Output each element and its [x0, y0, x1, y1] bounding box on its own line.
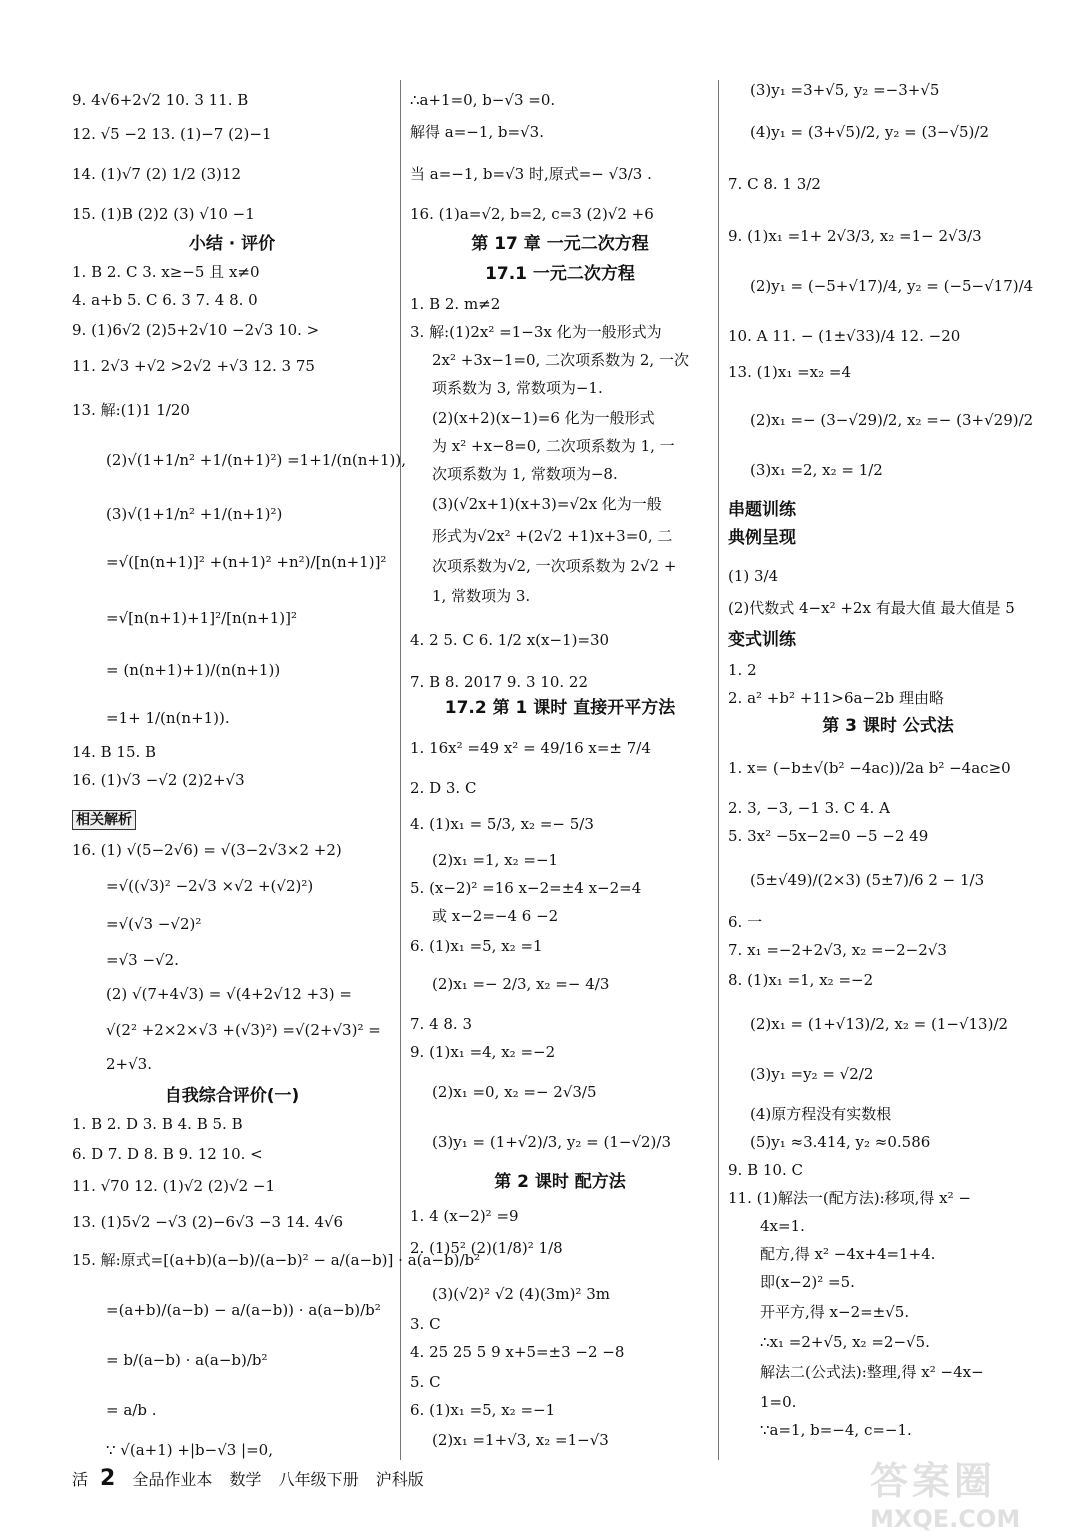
answer-line: 1. B 2. D 3. B 4. B 5. B	[72, 1115, 243, 1133]
answer-line: 形式为√2x² +(2√2 +1)x+3=0, 二	[432, 527, 673, 545]
answer-line: 9. (1)x₁ =4, x₂ =−2	[410, 1043, 556, 1061]
answer-line: 1. x= (−b±√(b² −4ac))/2a b² −4ac≥0	[728, 759, 1011, 777]
answer-line: (2)x₁ =− (3−√29)/2, x₂ =− (3+√29)/2	[750, 411, 1034, 429]
answer-line: √(2² +2×2×√3 +(√3)²) =√(2+√3)² =	[106, 1021, 381, 1039]
answer-line: (3)√(1+1/n² +1/(n+1)²)	[106, 505, 283, 523]
answer-line: (1) 3/4	[728, 567, 779, 585]
answer-line: (3)y₁ =3+√5, y₂ =−3+√5	[750, 81, 940, 99]
answer-line: 1. 4 (x−2)² =9	[410, 1207, 519, 1225]
answer-line: 16. (1)√3 −√2 (2)2+√3	[72, 771, 245, 789]
section-heading: 小结 · 评价	[188, 234, 276, 254]
answer-line: =(a+b)/(a−b) − a/(a−b)) · a(a−b)/b²	[106, 1301, 381, 1319]
answer-line: =√((√3)² −2√3 ×√2 +(√2)²)	[106, 877, 314, 895]
edition-label: 沪科版	[375, 1470, 424, 1489]
answer-line: 15. (1)B (2)2 (3) √10 −1	[72, 205, 255, 223]
answer-line: (2)(x+2)(x−1)=6 化为一般形式	[432, 409, 655, 427]
answer-line: =√[n(n+1)+1]²/[n(n+1)]²	[106, 609, 298, 627]
answer-line: 9. (1)6√2 (2)5+2√10 −2√3 10. >	[72, 321, 320, 339]
answer-line: 当 a=−1, b=√3 时,原式=− √3/3 .	[410, 165, 652, 183]
answer-line: (3)x₁ =2, x₂ = 1/2	[750, 461, 883, 479]
answer-line: 6. (1)x₁ =5, x₂ =1	[410, 937, 543, 955]
answer-line: (4)y₁ = (3+√5)/2, y₂ = (3−√5)/2	[750, 123, 989, 141]
section-heading: 第 2 课时 配方法	[494, 1172, 626, 1192]
answer-line: 6. (1)x₁ =5, x₂ =−1	[410, 1401, 556, 1419]
answer-line: 5. 3x² −5x−2=0 −5 −2 49	[728, 827, 929, 845]
answer-line: 11. (1)解法一(配方法):移项,得 x² −	[728, 1189, 971, 1207]
section-heading: 第 17 章 一元二次方程	[471, 234, 649, 254]
answer-line: 1. B 2. C 3. x≥−5 且 x≠0	[72, 263, 260, 281]
watermark-text: 答案圈	[870, 1459, 997, 1503]
section-heading: 17.1 一元二次方程	[485, 264, 635, 284]
answer-line: =√(√3 −√2)²	[106, 915, 202, 933]
answer-line: 9. B 10. C	[728, 1161, 803, 1179]
section-heading: 自我综合评价(一)	[164, 1086, 300, 1106]
answer-line: 16. (1) √(5−2√6) = √(3−2√3×2 +2)	[72, 841, 342, 859]
answer-line: 6. 一	[728, 913, 763, 931]
footer-tag: 活	[72, 1470, 89, 1489]
answer-line: 4. 25 25 5 9 x+5=±3 −2 −8	[410, 1343, 625, 1361]
answer-line: 13. (1)5√2 −√3 (2)−6√3 −3 14. 4√6	[72, 1213, 344, 1231]
answer-line: 1, 常数项为 3.	[432, 587, 531, 605]
section-heading: 变式训练	[728, 630, 796, 650]
answer-line: (3)y₁ =y₂ = √2/2	[750, 1065, 874, 1083]
answer-line: 11. 2√3 +√2 >2√2 +√3 12. 3 75	[72, 357, 315, 375]
answer-line: 4. 2 5. C 6. 1/2 x(x−1)=30	[410, 631, 610, 649]
answer-line: 7. x₁ =−2+2√3, x₂ =−2−2√3	[728, 941, 947, 959]
answer-line: 1=0.	[760, 1393, 797, 1411]
answer-line: 7. 4 8. 3	[410, 1015, 473, 1033]
answer-line: ∵ √(a+1) +|b−√3 |=0,	[106, 1441, 273, 1459]
answer-line: 7. B 8. 2017 9. 3 10. 22	[410, 673, 588, 691]
answer-line: =1+ 1/(n(n+1)).	[106, 709, 230, 727]
answer-line: = b/(a−b) · a(a−b)/b²	[106, 1351, 268, 1369]
answer-line: (2) √(7+4√3) = √(4+2√12 +3) =	[106, 985, 352, 1003]
answer-line: 14. (1)√7 (2) 1/2 (3)12	[72, 165, 241, 183]
answer-line: 次项系数为 1, 常数项为−8.	[432, 465, 618, 483]
watermark-url: MXQE.COM	[870, 1505, 1021, 1533]
answer-line: 15. 解:原式=[(a+b)(a−b)/(a−b)² − a/(a−b)] · a(a−b)/b²	[72, 1251, 481, 1269]
answer-line: 项系数为 3, 常数项为−1.	[432, 379, 603, 397]
answer-line: =√([n(n+1)]² +(n+1)² +n²)/[n(n+1)]²	[106, 553, 387, 571]
answer-line: (4)原方程没有实数根	[750, 1105, 892, 1123]
answer-line: 次项系数为√2, 一次项系数为 2√2 +	[432, 557, 677, 575]
answer-line: 或 x−2=−4 6 −2	[432, 907, 559, 925]
section-heading: 典例呈现	[728, 528, 796, 548]
answer-line: (5±√49)/(2×3) (5±7)/6 2 − 1/3	[750, 871, 985, 889]
answer-line: 2. D 3. C	[410, 779, 477, 797]
answer-line: ∵a=1, b=−4, c=−1.	[760, 1421, 912, 1439]
page-number: 2	[100, 1466, 116, 1491]
answer-line: 4. (1)x₁ = 5/3, x₂ =− 5/3	[410, 815, 594, 833]
answer-line: (2)代数式 4−x² +2x 有最大值 最大值是 5	[728, 599, 1015, 617]
answer-line: (2)x₁ =0, x₂ =− 2√3/5	[432, 1083, 597, 1101]
answer-line: 8. (1)x₁ =1, x₂ =−2	[728, 971, 874, 989]
answer-line: 2+√3.	[106, 1055, 152, 1073]
answer-line: 7. C 8. 1 3/2	[728, 175, 821, 193]
answer-line: 6. D 7. D 8. B 9. 12 10. <	[72, 1145, 263, 1163]
subject-label: 数学	[229, 1470, 262, 1489]
answer-line: 4x=1.	[760, 1217, 805, 1235]
answer-line: (3)(√2)² √2 (4)(3m)² 3m	[432, 1285, 610, 1303]
answer-line: 2. a² +b² +11>6a−2b 理由略	[728, 689, 944, 707]
answer-line: (2)x₁ =1+√3, x₂ =1−√3	[432, 1431, 609, 1449]
answer-line: 9. (1)x₁ =1+ 2√3/3, x₂ =1− 2√3/3	[728, 227, 982, 245]
section-heading: 串题训练	[728, 500, 796, 520]
answer-line: ∴a+1=0, b−√3 =0.	[410, 91, 556, 109]
answer-line: (3)y₁ = (1+√2)/3, y₂ = (1−√2)/3	[432, 1133, 671, 1151]
answer-line: 10. A 11. − (1±√33)/4 12. −20	[728, 327, 961, 345]
answer-line: 即(x−2)² =5.	[760, 1273, 855, 1291]
answer-line: 2x² +3x−1=0, 二次项系数为 2, 一次	[432, 351, 689, 369]
answer-line: 为 x² +x−8=0, 二次项系数为 1, 一	[432, 437, 675, 455]
watermark-logo	[870, 1450, 1060, 1533]
answer-line: 5. (x−2)² =16 x−2=±4 x−2=4	[410, 879, 642, 897]
answer-line: (3)(√2x+1)(x+3)=√2x 化为一般	[432, 495, 662, 513]
answer-line: ∴x₁ =2+√5, x₂ =2−√5.	[760, 1333, 930, 1351]
section-heading: 17.2 第 1 课时 直接开平方法	[444, 698, 676, 718]
answer-line: 12. √5 −2 13. (1)−7 (2)−1	[72, 125, 272, 143]
answer-line: 1. B 2. m≠2	[410, 295, 501, 313]
answer-line: 配方,得 x² −4x+4=1+4.	[760, 1245, 936, 1263]
answer-line: 3. C	[410, 1315, 441, 1333]
answer-line: (2)x₁ =− 2/3, x₂ =− 4/3	[432, 975, 610, 993]
answer-line: 4. a+b 5. C 6. 3 7. 4 8. 0	[72, 291, 258, 309]
answer-line: (2)x₁ =1, x₂ =−1	[432, 851, 559, 869]
answer-line: 开平方,得 x−2=±√5.	[760, 1303, 910, 1321]
answer-line: (2)x₁ = (1+√13)/2, x₂ = (1−√13)/2	[750, 1015, 1009, 1033]
section-tag: 相关解析	[72, 810, 136, 830]
answer-line: 13. (1)x₁ =x₂ =4	[728, 363, 852, 381]
answer-line: 2. (1)5² (2)(1/8)² 1/8	[410, 1239, 563, 1257]
answer-line: (5)y₁ ≈3.414, y₂ ≈0.586	[750, 1133, 931, 1151]
answer-line: (2)y₁ = (−5+√17)/4, y₂ = (−5−√17)/4	[750, 277, 1034, 295]
answer-line: 2. 3, −3, −1 3. C 4. A	[728, 799, 890, 817]
answer-line: 9. 4√6+2√2 10. 3 11. B	[72, 91, 249, 109]
answer-line: 11. √70 12. (1)√2 (2)√2 −1	[72, 1177, 276, 1195]
answer-line: 1. 2	[728, 661, 757, 679]
page-footer	[72, 1466, 436, 1491]
answer-line: 1. 16x² =49 x² = 49/16 x=± 7/4	[410, 739, 651, 757]
answer-line: 14. B 15. B	[72, 743, 157, 761]
answer-line: = (n(n+1)+1)/(n(n+1))	[106, 661, 281, 679]
answer-line: 16. (1)a=√2, b=2, c=3 (2)√2 +6	[410, 205, 654, 223]
answer-line: 解得 a=−1, b=√3.	[410, 123, 544, 141]
answer-line: 13. 解:(1)1 1/20	[72, 401, 190, 419]
section-heading: 第 3 课时 公式法	[822, 716, 954, 736]
grade-label: 八年级下册	[278, 1470, 359, 1489]
answer-line: 解法二(公式法):整理,得 x² −4x−	[760, 1363, 984, 1381]
column-divider-2	[718, 80, 719, 1460]
answer-line: =√3 −√2.	[106, 951, 179, 969]
answer-line: (2)√(1+1/n² +1/(n+1)²) =1+1/(n(n+1)),	[106, 451, 406, 469]
answer-line: 3. 解:(1)2x² =1−3x 化为一般形式为	[410, 323, 662, 341]
book-title: 全品作业本	[132, 1470, 213, 1489]
answer-line: = a/b .	[106, 1401, 157, 1419]
answer-line: 5. C	[410, 1373, 441, 1391]
